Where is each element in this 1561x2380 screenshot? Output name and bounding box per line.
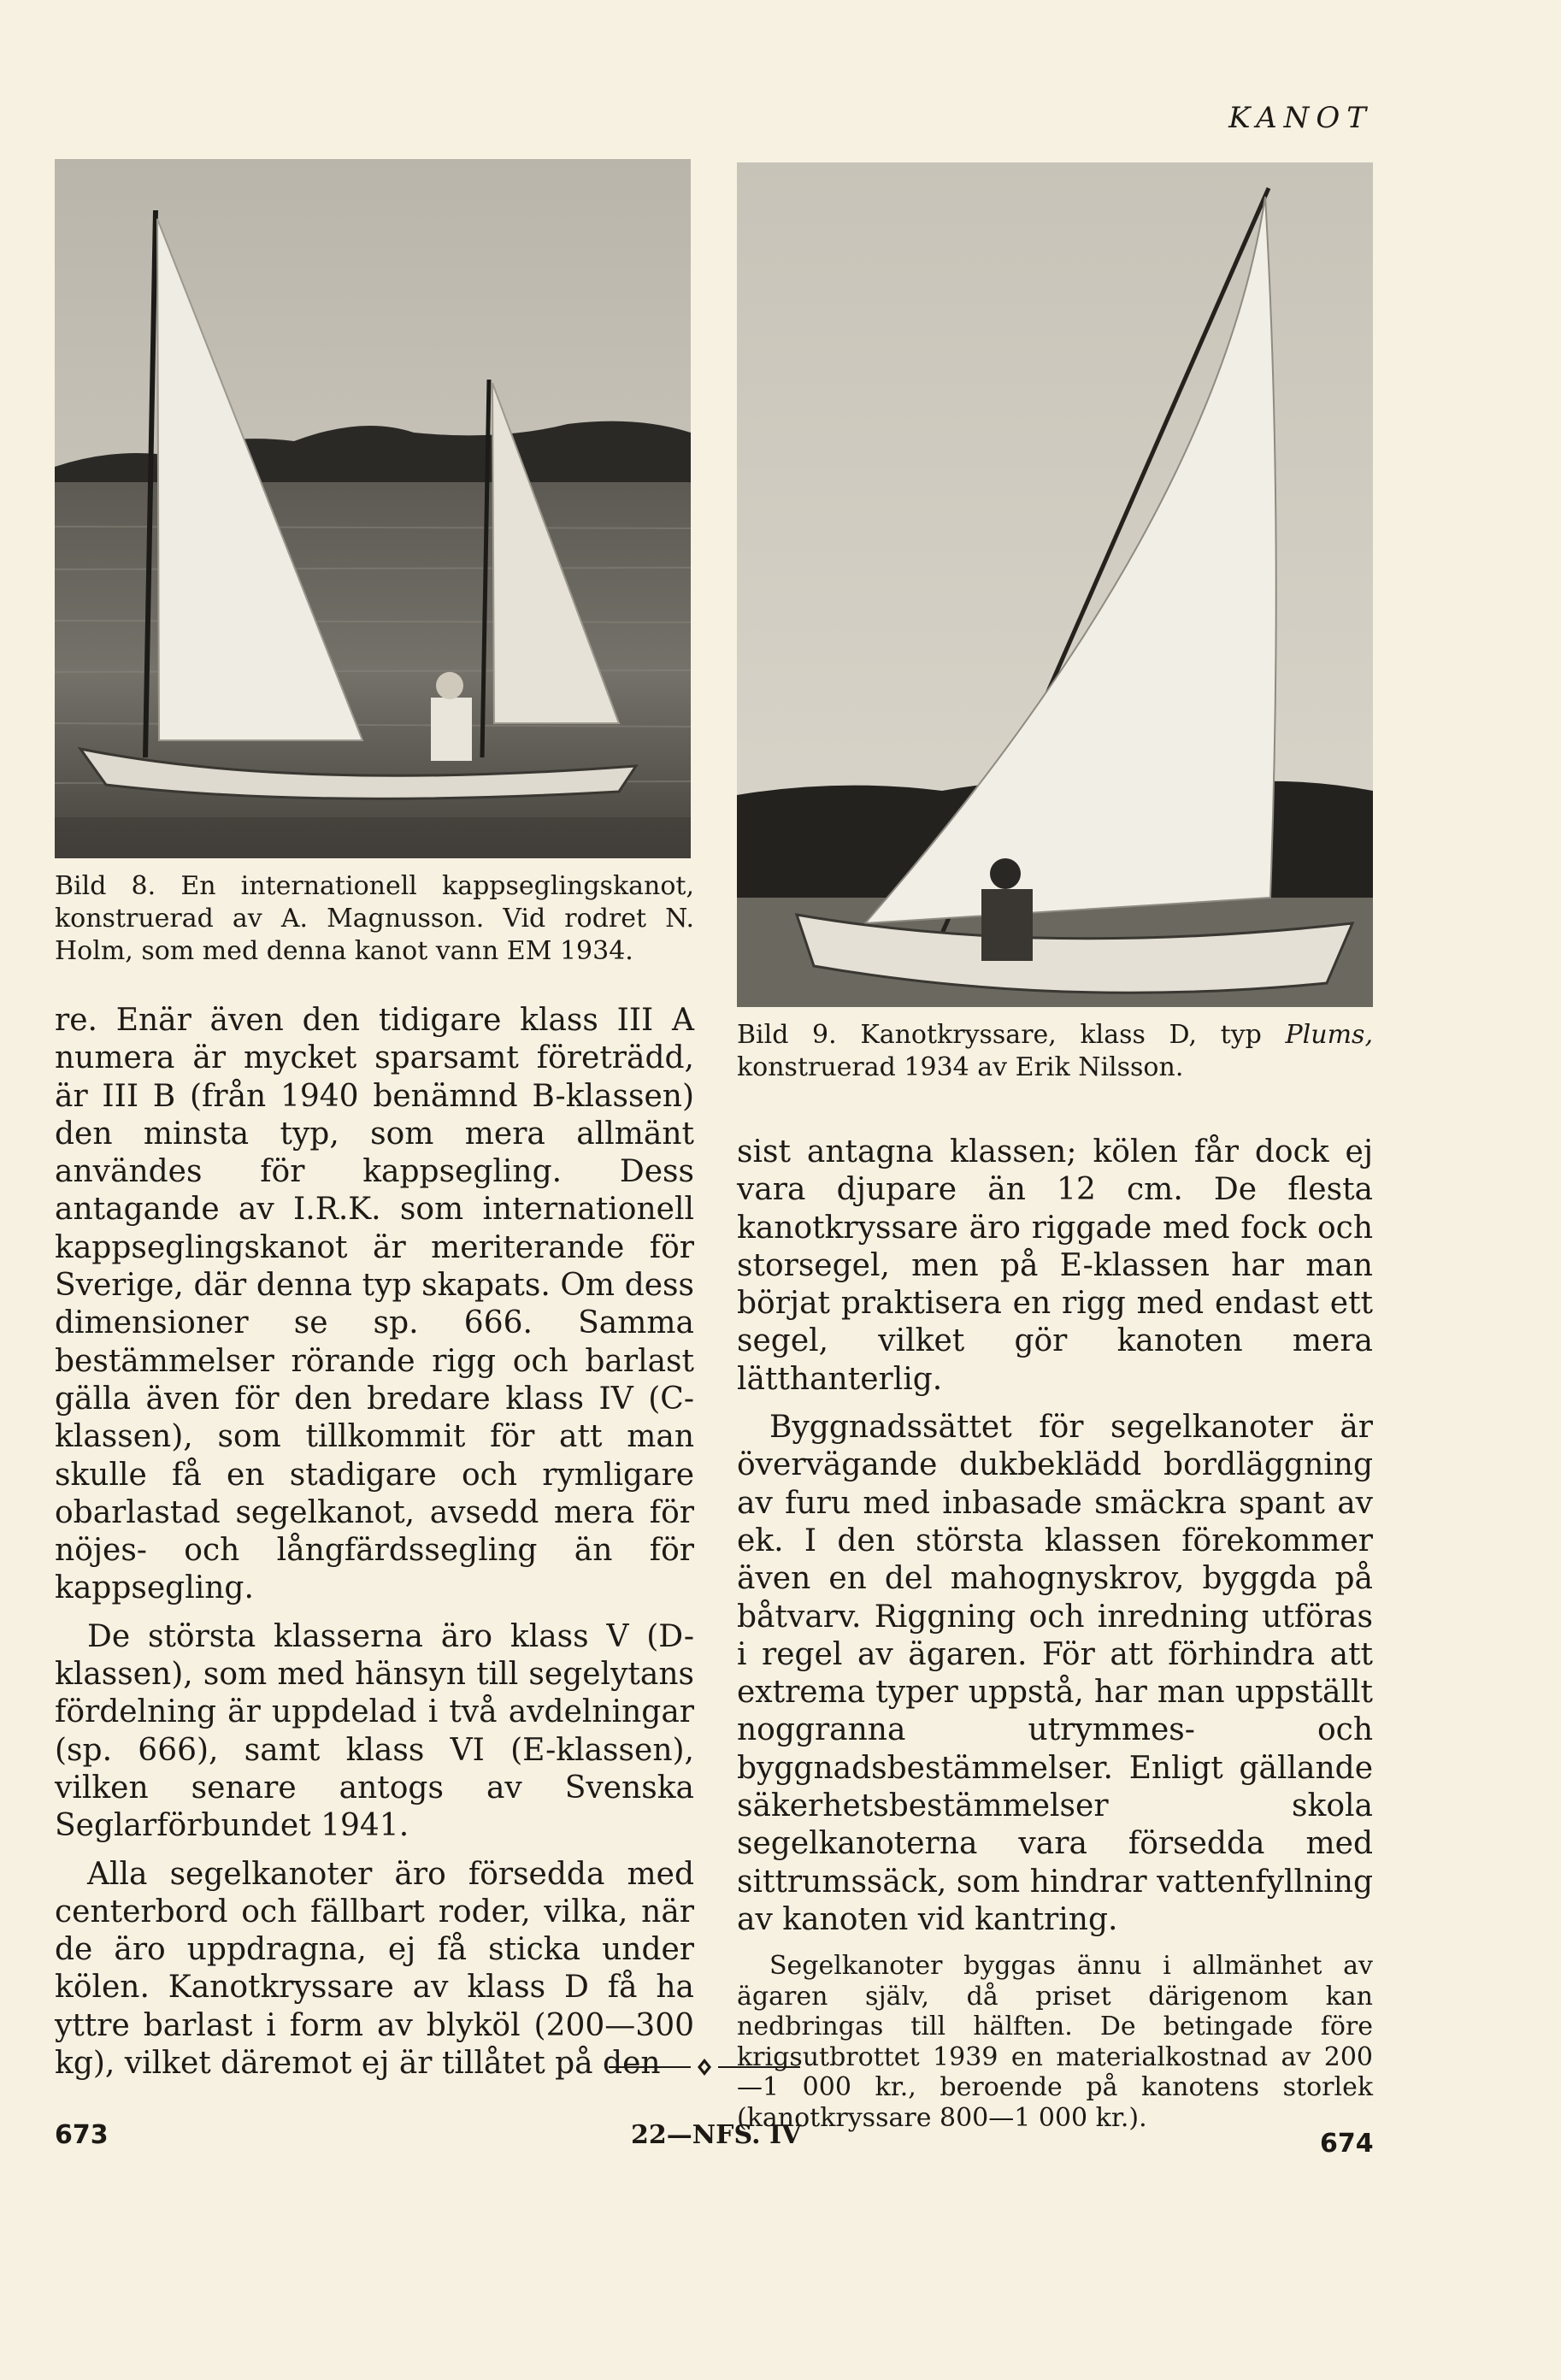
ornament-divider-icon — [609, 2057, 800, 2077]
paragraph: sist antagna klassen; kölen får dock ej vara djupare än 12 cm. De flesta kanotkryssare äro riggade med fock och storsegel, men på E-klassen har man börjat praktisera en rigg med endast ett segel, vilket gör kanoten mera lätthanterlig. — [737, 1134, 1373, 1397]
body-column-left — [55, 1002, 694, 2082]
body-column-right — [737, 1134, 1373, 2133]
caption-label: Bild 8. — [55, 871, 156, 901]
caption-text: En internationell kappseglingskanot, konstruerad av A. Magnusson. Vid rodret N. Holm, som med denna kanot vann EM 1934. — [55, 871, 694, 966]
page-number-left: 673 — [55, 2120, 109, 2150]
figure-caption-bild-8 — [55, 870, 694, 968]
photo-sailing-canoe-bild-8 — [55, 159, 691, 858]
caption-label: Bild 9. — [737, 1020, 837, 1050]
photo-left-illustration — [55, 159, 691, 858]
photo-canoe-cruiser-bild-9 — [737, 162, 1373, 1007]
photo-right-illustration — [737, 162, 1373, 1007]
figure-caption-bild-9 — [737, 1019, 1373, 1084]
page-number-right: 674 — [1320, 2129, 1374, 2159]
paragraph: Alla segelkanoter äro försedda med centerbord och fällbart roder, vilka, när de äro uppdragna, ej få sticka under kölen. Kanotkryssare av klass D få ha yttre barlast i form av blyköl (200—300 kg), vilket däremot ej är tillåtet på den — [55, 1856, 694, 2082]
paragraph: Byggnadssättet för segelkanoter är övervägande dukbeklädd bordläggning av furu med inbasade smäckra spant av ek. I den största klassen förekommer även en del mahognyskrov, byggda på båtvarv. Riggning och inredning utföras i regel av ägaren. För att förhindra att extrema typer uppstå, har man uppställt noggranna utrymmes- och byggnadsbestämmelser. Enligt gällande säkerhetsbestämmelser skola segelkanoterna vara försedda med sittrumssäck, som hindrar vattenfyllning av kanoten vid kantring. — [737, 1410, 1373, 1937]
paragraph: re. Enär även den tidigare klass III A numera är mycket sparsamt företrädd, är III B (från 1940 benämnd B-klassen) den minsta typ, som mera allmänt användes för kappsegling. Dess antagande av I.R.K. som internationell kappseglingskanot är meriterande för Sverige, där denna typ skapats. Om dess dimensioner se sp. 666. Samma bestämmelser rörande rigg och barlast gälla även för den bredare klass IV (C-klassen), som tillkommit för att man skulle få en stadigare och rymligare obarlastad segelkanot, avsedd mera för nöjes- och långfärdssegling än för kappsegling. — [55, 1003, 694, 1606]
paragraph: De största klasserna äro klass V (D-klassen), som med hänsyn till segelytans fördelning är uppdelad i två avdelningar (sp. 666), samt klass VI (E-klassen), vilken senare antogs av Svenska Seglarförbundet 1941. — [55, 1618, 694, 1844]
caption-text-after: konstruerad 1934 av Erik Nilsson. — [737, 1052, 1184, 1082]
caption-text: Kanotkryssare, klass D, typ — [860, 1020, 1286, 1050]
running-header: KANOT — [1228, 101, 1373, 135]
signature-mark: 22—NFS. IV — [631, 2120, 802, 2150]
caption-italic-type-name: Plums, — [1285, 1020, 1373, 1050]
paragraph-small-print: Segelkanoter byggas ännu i allmänhet av ägaren själv, då priset därigenom kan nedbringas till hälften. De betingade före krigsutbrottet 1939 en materialkostnad av 200—1 000 kr., beroende på kanotens storlek (kanotkryssare 800—1 000 kr.). — [737, 1951, 1373, 2133]
